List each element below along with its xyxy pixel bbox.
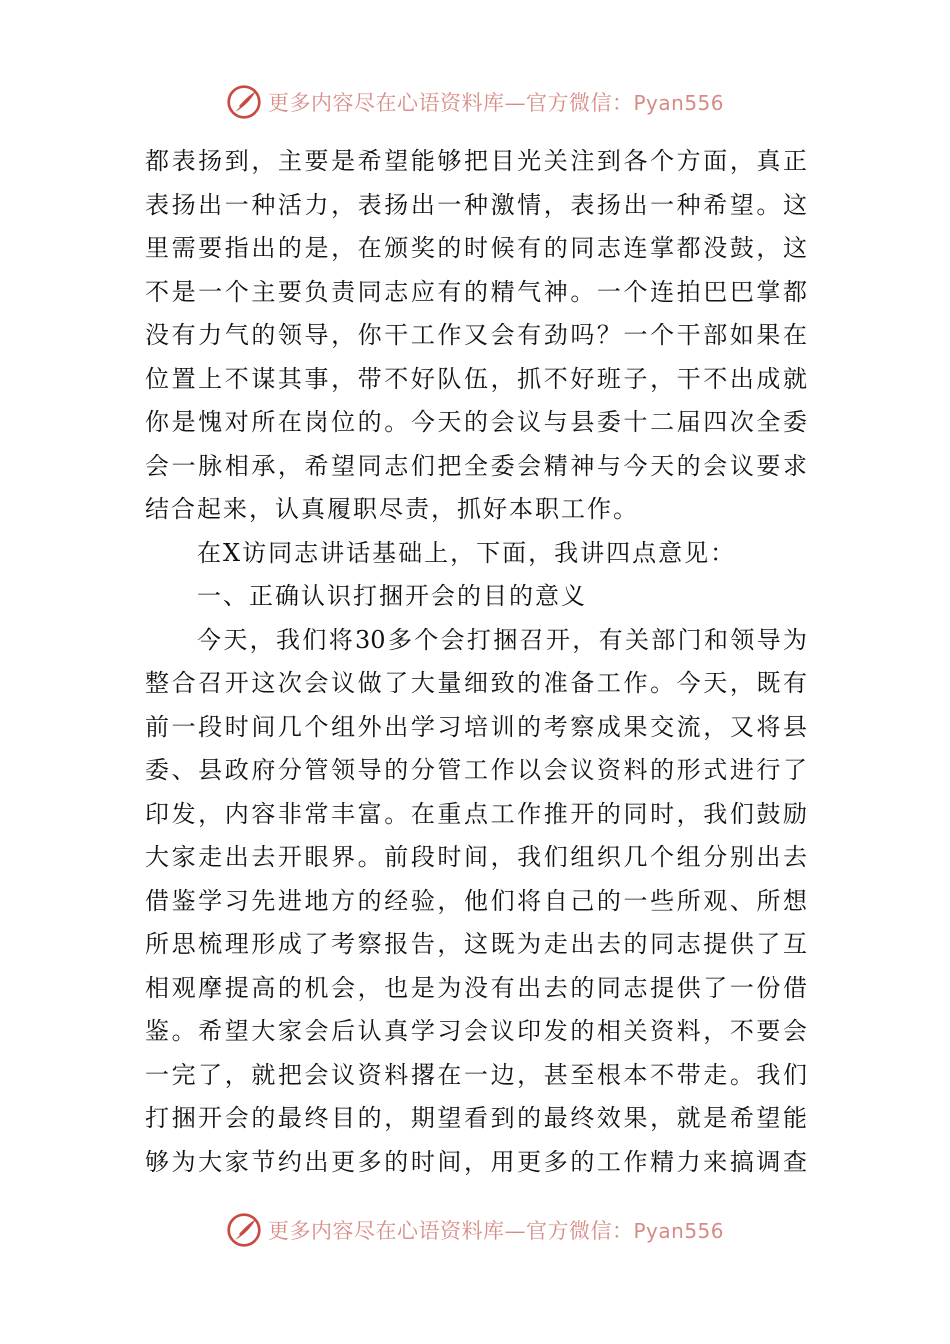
text-line: 会一脉相承，希望同志们把全委会精神与今天的会议要求 xyxy=(145,451,807,480)
text-line: 委、县政府分管领导的分管工作以会议资料的形式进行了 xyxy=(145,756,807,784)
text-line: 打捆开会的最终目的，期望看到的最终效果，就是希望能 xyxy=(145,1104,807,1132)
text-line: 一完了，就把会议资料撂在一边，甚至根本不带走。我们 xyxy=(145,1060,807,1089)
text-line: 表扬出一种活力，表扬出一种激情，表扬出一种希望。这 xyxy=(145,190,807,219)
footer-watermark xyxy=(0,1210,950,1250)
text-line: 不是一个主要负责同志应有的精气神。一个连拍巴巴掌都 xyxy=(145,277,807,306)
document-body xyxy=(145,140,807,1184)
text-line: 相观摩提高的机会，也是为没有出去的同志提供了一份借 xyxy=(145,973,807,1002)
text-line: 大家走出去开眼界。前段时间，我们组织几个组分别出去 xyxy=(145,843,807,871)
text-line: 位置上不谋其事，带不好队伍，抓不好班子，干不出成就 xyxy=(145,364,807,393)
text-line: 结合起来，认真履职尽责，抓好本职工作。 xyxy=(145,495,639,523)
text-line: 没有力气的领导，你干工作又会有劲吗？一个干部如果在 xyxy=(145,321,807,349)
text-line: 你是愧对所在岗位的。今天的会议与县委十二届四次全委 xyxy=(145,408,807,436)
section-heading: 一、正确认识打捆开会的目的意义 xyxy=(197,582,587,610)
text-line: 够为大家节约出更多的时间，用更多的工作精力来搞调查 xyxy=(145,1147,807,1176)
paragraph-intro: 在X访同志讲话基础上，下面，我讲四点意见： xyxy=(197,538,737,567)
watermark-text: 更多内容尽在心语资料库—官方微信：Pyan556 xyxy=(267,1219,724,1243)
text-line: 所思梳理形成了考察报告，这既为走出去的同志提供了互 xyxy=(145,930,807,958)
text-line: 鉴。希望大家会后认真学习会议印发的相关资料，不要会 xyxy=(145,1017,807,1045)
text-line: 里需要指出的是，在颁奖的时候有的同志连掌都没鼓，这 xyxy=(145,234,807,262)
quill-logo-icon xyxy=(226,1212,262,1248)
text-line: 借鉴学习先进地方的经验，他们将自己的一些所观、所想 xyxy=(145,886,807,915)
text-line: 前一段时间几个组外出学习培训的考察成果交流，又将县 xyxy=(145,712,807,741)
text-line: 都表扬到，主要是希望能够把目光关注到各个方面，真正 xyxy=(145,147,807,175)
header-watermark xyxy=(0,82,950,122)
text-line: 整合召开这次会议做了大量细致的准备工作。今天，既有 xyxy=(145,669,807,697)
quill-logo-icon xyxy=(226,84,262,120)
text-line: 印发，内容非常丰富。在重点工作推开的同时，我们鼓励 xyxy=(145,799,807,828)
text-line: 今天，我们将30多个会打捆召开，有关部门和领导为 xyxy=(197,625,807,654)
watermark-text: 更多内容尽在心语资料库—官方微信：Pyan556 xyxy=(267,91,724,115)
